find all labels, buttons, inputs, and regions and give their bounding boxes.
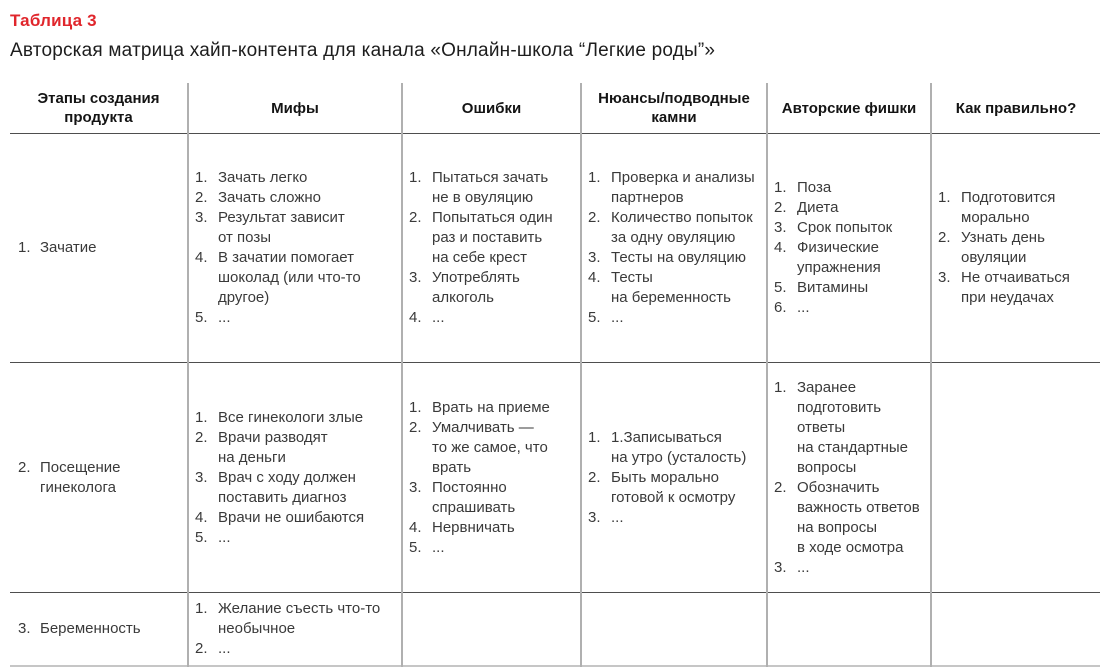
list-item-number: 2.	[774, 199, 787, 216]
list-item-number: 5.	[195, 309, 208, 326]
numbered-list	[195, 599, 392, 659]
stage-label: Зачатие	[40, 239, 97, 256]
list-item-text: В зачатии помогает шоколад (или что-то другое)	[218, 249, 361, 306]
cell-tricks	[767, 363, 931, 593]
cell-mistakes	[402, 134, 581, 363]
list-item-number: 2.	[938, 229, 951, 246]
list-item	[588, 268, 757, 308]
list-item	[195, 248, 392, 308]
cell-tricks	[767, 134, 931, 363]
table-label: Таблица 3	[10, 11, 97, 30]
list-item-number: 4.	[195, 508, 208, 526]
list-item-number: 3.	[938, 269, 951, 286]
list-item-number: 4.	[774, 239, 787, 256]
list-item-text: Пытаться зачать не в овуляцию	[432, 169, 549, 206]
list-item-text: Быть морально готовой к осмотру	[611, 468, 736, 506]
list-item-text: Врать на приеме	[432, 398, 550, 416]
content-matrix-table	[10, 83, 1100, 667]
list-item-text: Не отчаиваться при неудачах	[961, 269, 1070, 306]
list-item-text: ...	[797, 558, 810, 576]
page-title: Авторская матрица хайп-контента для канала «Онлайн-школа “Легкие роды”»	[10, 40, 716, 61]
list-item	[409, 418, 571, 478]
list-item	[774, 218, 921, 238]
list-item-number: 3.	[195, 468, 208, 486]
list-item-number: 2.	[588, 209, 601, 226]
list-item	[774, 298, 921, 318]
list-item	[938, 228, 1091, 268]
column-header-stages: Этапы создания продукта	[10, 83, 188, 134]
list-item	[195, 208, 392, 248]
list-item-text: Физические упражнения	[797, 239, 881, 276]
list-item-text: Врачи не ошибаются	[218, 508, 365, 526]
list-item-text: ...	[797, 299, 810, 316]
list-item	[774, 558, 921, 578]
list-item-text: Зачать сложно	[218, 189, 322, 206]
list-item-number: 2.	[195, 428, 208, 446]
list-item-number: 2.	[409, 209, 422, 226]
list-item	[195, 599, 392, 639]
list-item-text: ...	[218, 528, 231, 546]
list-item-text: Поза	[797, 179, 832, 196]
list-item	[588, 208, 757, 248]
list-item-number: 2.	[195, 640, 208, 657]
list-item	[774, 178, 921, 198]
column-header-mistakes: Ошибки	[402, 83, 581, 134]
numbered-list	[195, 168, 392, 328]
list-item-number: 3.	[195, 209, 208, 226]
list-item	[774, 478, 921, 558]
stage-number: 2.	[18, 458, 31, 476]
list-item-number: 4.	[409, 309, 422, 326]
list-item-number: 2.	[588, 468, 601, 486]
list-item-text: Желание съесть что-то необычное	[218, 600, 381, 637]
cell-stage	[10, 363, 188, 593]
list-item-number: 1.	[938, 189, 951, 206]
cell-myths	[188, 134, 402, 363]
list-item	[195, 168, 392, 188]
list-item-number: 6.	[774, 299, 787, 316]
table-row-conception	[10, 134, 1100, 363]
cell-myths	[188, 363, 402, 593]
list-item-number: 3.	[774, 558, 787, 576]
list-item	[774, 278, 921, 298]
list-item	[774, 378, 921, 478]
list-item-number: 3.	[774, 219, 787, 236]
table-row-gynecologist	[10, 363, 1100, 593]
column-header-tricks: Авторские фишки	[767, 83, 931, 134]
list-item	[938, 188, 1091, 228]
list-item	[774, 238, 921, 278]
list-item-text: Врач с ходу должен поставить диагноз	[218, 468, 356, 506]
list-item	[588, 468, 757, 508]
list-item-text: Все гинекологи злые	[218, 408, 364, 426]
list-item	[588, 168, 757, 208]
list-item-text: ...	[611, 508, 624, 526]
column-header-myths: Мифы	[188, 83, 402, 134]
list-item-number: 1.	[195, 600, 208, 617]
list-item-text: ...	[218, 309, 231, 326]
cell-stage	[10, 134, 188, 363]
list-item-number: 4.	[409, 518, 422, 536]
list-item	[195, 408, 392, 428]
list-item	[195, 428, 392, 468]
list-item-text: ...	[432, 309, 445, 326]
list-item	[195, 639, 392, 659]
list-item-text: Употреблять алкоголь	[432, 269, 520, 306]
cell-how-right	[931, 593, 1100, 667]
list-item-number: 5.	[409, 538, 422, 556]
list-item-text: ...	[218, 640, 231, 657]
stage-number: 1.	[18, 239, 31, 256]
list-item-text: Тесты на беременность	[611, 269, 731, 306]
list-item-number: 1.	[195, 408, 208, 426]
cell-nuances	[581, 363, 767, 593]
cell-myths	[188, 593, 402, 667]
numbered-list	[774, 178, 921, 318]
list-item-text: 1.Записываться на утро (усталость)	[611, 428, 747, 466]
list-item	[409, 208, 571, 268]
numbered-list	[938, 188, 1091, 308]
list-item	[588, 428, 757, 468]
list-item	[409, 168, 571, 208]
header-row	[10, 83, 1100, 134]
cell-nuances	[581, 134, 767, 363]
list-item-number: 1.	[588, 169, 601, 186]
stage-item	[18, 458, 178, 498]
numbered-list	[409, 168, 571, 328]
list-item-text: Зачать легко	[218, 169, 308, 186]
cell-tricks	[767, 593, 931, 667]
stage-number: 3.	[18, 620, 31, 637]
list-item-number: 5.	[195, 528, 208, 546]
list-item-number: 4.	[195, 249, 208, 266]
list-item-text: Диета	[797, 199, 839, 216]
list-item-number: 1.	[409, 398, 422, 416]
list-item-text: Подготовится морально	[961, 189, 1056, 226]
list-item-text: Количество попыток за одну овуляцию	[611, 209, 753, 246]
list-item-text: Попытаться один раз и поставить на себе крест	[432, 209, 553, 266]
list-item-text: Результат зависит от позы	[218, 209, 345, 246]
cell-nuances	[581, 593, 767, 667]
numbered-list	[588, 168, 757, 328]
numbered-list	[774, 378, 921, 578]
list-item-number: 5.	[774, 279, 787, 296]
list-item	[195, 308, 392, 328]
list-item-number: 2.	[774, 478, 787, 496]
list-item	[195, 508, 392, 528]
list-item-number: 3.	[588, 249, 601, 266]
list-item-text: Проверка и анализы партнеров	[611, 169, 755, 206]
list-item	[409, 268, 571, 308]
list-item-text: Заранее подготовить ответы на стандартные вопросы	[797, 378, 909, 476]
stage-label: Беременность	[40, 620, 141, 637]
list-item-text: Тесты на овуляцию	[611, 249, 747, 266]
list-item-text: ...	[432, 538, 445, 556]
list-item-number: 1.	[774, 378, 787, 396]
list-item-text: Обозначить важность ответов на вопросы в ходе осмотра	[797, 478, 920, 556]
numbered-list	[195, 408, 392, 548]
list-item	[938, 268, 1091, 308]
list-item-number: 3.	[409, 269, 422, 286]
list-item	[774, 198, 921, 218]
cell-how-right	[931, 134, 1100, 363]
list-item-number: 3.	[588, 508, 601, 526]
list-item-number: 2.	[195, 189, 208, 206]
list-item-number: 5.	[588, 309, 601, 326]
list-item-number: 1.	[774, 179, 787, 196]
numbered-list	[588, 428, 757, 528]
list-item	[195, 188, 392, 208]
list-item	[409, 308, 571, 328]
column-header-nuances: Нюансы/подводные камни	[581, 83, 767, 134]
list-item-number: 3.	[409, 478, 422, 496]
list-item	[195, 468, 392, 508]
numbered-list	[409, 398, 571, 558]
list-item-number: 1.	[409, 169, 422, 186]
list-item	[409, 518, 571, 538]
table-row-pregnancy	[10, 593, 1100, 667]
list-item-text: Узнать день овуляции	[961, 229, 1045, 266]
list-item	[409, 478, 571, 518]
list-item-text: Врачи разводят на деньги	[218, 428, 328, 466]
list-item	[588, 308, 757, 328]
list-item-number: 1.	[195, 169, 208, 186]
cell-mistakes	[402, 593, 581, 667]
list-item-text: Нервничать	[432, 518, 515, 536]
list-item	[409, 398, 571, 418]
list-item	[588, 508, 757, 528]
list-item-text: Срок попыток	[797, 219, 893, 236]
cell-mistakes	[402, 363, 581, 593]
list-item	[409, 538, 571, 558]
cell-stage	[10, 593, 188, 667]
cell-how-right	[931, 363, 1100, 593]
list-item-text: Витамины	[797, 279, 869, 296]
list-item-number: 4.	[588, 269, 601, 286]
list-item	[588, 248, 757, 268]
list-item-text: Умалчивать — то же самое, что врать	[432, 418, 548, 476]
list-item-text: ...	[611, 309, 624, 326]
list-item-text: Постоянно спрашивать	[432, 478, 516, 516]
list-item-number: 2.	[409, 418, 422, 436]
list-item	[195, 528, 392, 548]
column-header-how-right: Как правильно?	[931, 83, 1100, 134]
stage-item	[18, 619, 178, 639]
stage-item	[18, 238, 178, 258]
list-item-number: 1.	[588, 428, 601, 446]
stage-label: Посещение гинеколога	[40, 458, 121, 496]
